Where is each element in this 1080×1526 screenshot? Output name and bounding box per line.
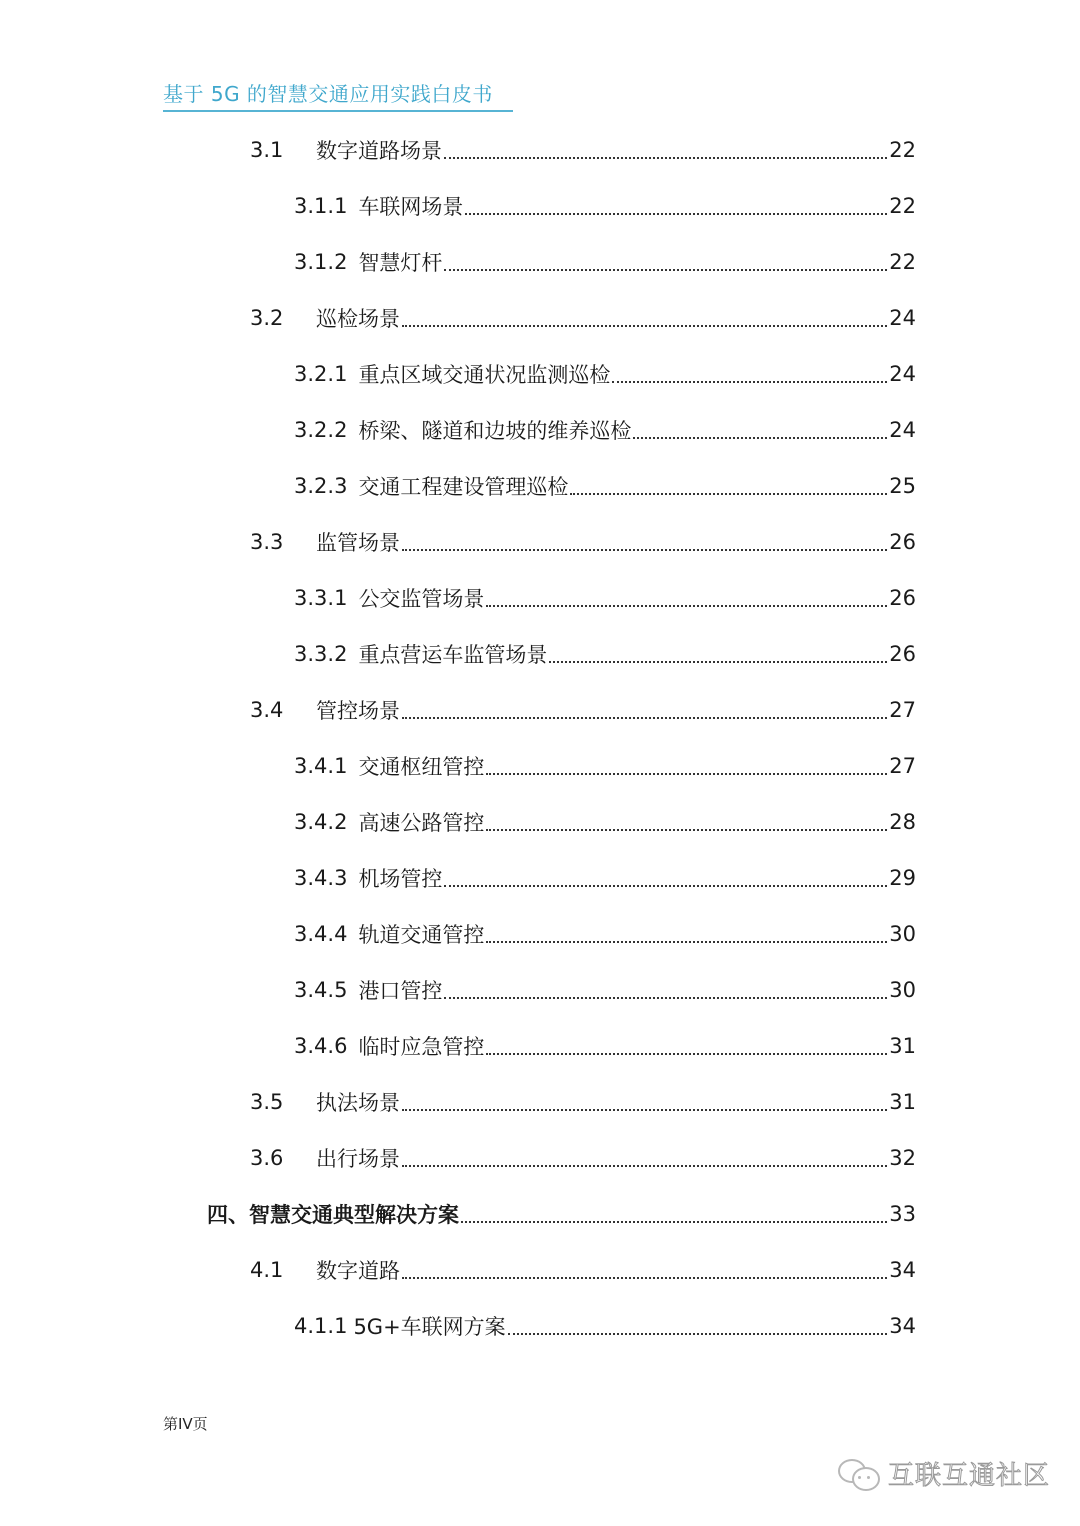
toc-entry-number: 3.4.4: [294, 922, 348, 946]
dot-leader: [465, 194, 887, 218]
toc-entry[interactable]: [294, 402, 916, 458]
toc-entry-number: 3.3: [250, 530, 284, 554]
toc-entry-number: 3.2.2: [294, 418, 348, 442]
toc-entry[interactable]: [250, 290, 916, 346]
toc-entry-number: 3.2: [250, 306, 284, 330]
toc-entry-title: 四、智慧交通典型解决方案: [207, 1203, 459, 1227]
toc-entry[interactable]: [294, 906, 916, 962]
toc-entry-page: 24: [889, 418, 916, 442]
toc-entry-number: 3.4.5: [294, 978, 348, 1002]
toc-entry-title: 交通工程建设管理巡检: [358, 475, 569, 499]
toc-entry-page: 24: [889, 306, 916, 330]
dot-leader: [486, 586, 887, 610]
toc-entry[interactable]: [250, 1130, 916, 1186]
toc-entry-title: 出行场景: [316, 1147, 400, 1171]
dot-leader: [402, 1090, 887, 1114]
header-underline: [163, 110, 513, 112]
toc-entry-title: 管控场景: [316, 699, 400, 723]
dot-leader: [402, 306, 887, 330]
dot-leader: [486, 922, 887, 946]
toc-entry[interactable]: [250, 1074, 916, 1130]
toc-entry-page: 31: [889, 1090, 916, 1114]
document-header: [163, 80, 513, 112]
dot-leader: [508, 1314, 888, 1338]
dot-leader: [633, 418, 887, 442]
toc-entry[interactable]: [294, 178, 916, 234]
toc-entry[interactable]: [250, 514, 916, 570]
dot-leader: [486, 1034, 887, 1058]
toc-entry-number: 3.1.1: [294, 194, 348, 218]
toc-entry[interactable]: [294, 962, 916, 1018]
toc-entry-title: 公交监管场景: [358, 587, 485, 611]
toc-entry-page: 28: [889, 810, 916, 834]
watermark: [838, 1455, 1050, 1492]
toc-entry-page: 27: [889, 698, 916, 722]
toc-entry[interactable]: [294, 570, 916, 626]
toc-entry[interactable]: [294, 1018, 916, 1074]
dot-leader: [570, 474, 887, 498]
toc-entry[interactable]: [294, 1298, 916, 1354]
dot-leader: [461, 1202, 887, 1226]
toc-entry[interactable]: [294, 346, 916, 402]
toc-entry-title: 车联网场景: [358, 195, 464, 219]
dot-leader: [444, 978, 887, 1002]
toc-entry-title: 重点区域交通状况监测巡检: [358, 363, 611, 387]
toc-entry-page: 30: [889, 922, 916, 946]
toc-entry-number: 3.2.3: [294, 474, 348, 498]
toc-entry-title: 交通枢纽管控: [358, 755, 485, 779]
toc-entry-page: 24: [889, 362, 916, 386]
toc-entry-page: 22: [889, 138, 916, 162]
toc-entry-number: 3.1: [250, 138, 284, 162]
document-title: 基于 5G 的智慧交通应用实践白皮书: [163, 82, 493, 106]
toc-entry-number: 3.3.2: [294, 642, 348, 666]
toc-entry-page: 22: [889, 250, 916, 274]
toc-entry-title: 轨道交通管控: [358, 923, 485, 947]
toc-entry-page: 33: [889, 1202, 916, 1226]
toc-entry-number: 3.6: [250, 1146, 284, 1170]
toc-entry[interactable]: [294, 794, 916, 850]
dot-leader: [444, 866, 887, 890]
toc-entry-page: 29: [889, 866, 916, 890]
wechat-icon: [838, 1457, 880, 1491]
toc-entry[interactable]: [294, 850, 916, 906]
toc-entry-page: 26: [889, 586, 916, 610]
dot-leader: [402, 1258, 887, 1282]
toc-entry-number: 3.3.1: [294, 586, 348, 610]
toc-entry-title: 数字道路: [316, 1259, 400, 1283]
toc-entry-number: 4.1: [250, 1258, 284, 1282]
dot-leader: [402, 1146, 887, 1170]
toc-entry-number: 3.2.1: [294, 362, 348, 386]
toc-entry-title: 智慧灯杆: [358, 251, 443, 275]
toc-entry-page: 31: [889, 1034, 916, 1058]
toc-entry-page: 30: [889, 978, 916, 1002]
toc-entry-number: 3.5: [250, 1090, 284, 1114]
toc-entry-title: 监管场景: [316, 531, 400, 555]
toc-entry-page: 32: [889, 1146, 916, 1170]
toc-entry-page: 27: [889, 754, 916, 778]
toc-entry-title: 高速公路管控: [358, 811, 485, 835]
dot-leader: [444, 250, 887, 274]
toc-entry[interactable]: [250, 682, 916, 738]
toc-entry[interactable]: [250, 1242, 916, 1298]
toc-entry-page: 34: [889, 1258, 916, 1282]
toc-entry-title: 数字道路场景: [316, 139, 442, 163]
dot-leader: [402, 530, 887, 554]
toc-entry[interactable]: [250, 122, 916, 178]
toc-entry-title: 巡检场景: [316, 307, 400, 331]
watermark-text: 互联互通社区: [888, 1461, 1051, 1491]
toc-entry-chapter[interactable]: [207, 1186, 916, 1242]
dot-leader: [486, 810, 887, 834]
dot-leader: [612, 362, 887, 386]
toc-entry-number: 3.4.1: [294, 754, 348, 778]
toc-entry-title: 重点营运车监管场景: [358, 643, 548, 667]
dot-leader: [444, 138, 887, 162]
toc-entry[interactable]: [294, 626, 916, 682]
toc-entry[interactable]: [294, 458, 916, 514]
dot-leader: [486, 754, 887, 778]
toc-entry-title: 港口管控: [358, 979, 443, 1003]
toc-entry-page: 26: [889, 642, 916, 666]
toc-entry-page: 26: [889, 530, 916, 554]
toc-entry-page: 22: [889, 194, 916, 218]
toc-entry-number: 3.4: [250, 698, 284, 722]
toc-entry[interactable]: [294, 234, 916, 290]
toc-entry-number: 3.4.6: [294, 1034, 348, 1058]
toc-entry-number: 4.1.1: [294, 1314, 348, 1338]
dot-leader: [402, 698, 887, 722]
toc-entry-title: 临时应急管控: [358, 1035, 485, 1059]
toc-entry-title: 执法场景: [316, 1091, 400, 1115]
toc-entry-page: 25: [889, 474, 916, 498]
toc-entry-number: 3.1.2: [294, 250, 348, 274]
toc-entry-title: 5G+车联网方案: [353, 1315, 506, 1339]
toc-entry-title: 机场管控: [358, 867, 443, 891]
toc-entry[interactable]: [294, 738, 916, 794]
dot-leader: [549, 642, 887, 666]
toc-entry-page: 34: [889, 1314, 916, 1338]
page-number: 第IV页: [163, 1415, 208, 1433]
toc-entry-number: 3.4.3: [294, 866, 348, 890]
toc-entry-title: 桥梁、隧道和边坡的维养巡检: [358, 419, 632, 443]
toc-entry-number: 3.4.2: [294, 810, 348, 834]
